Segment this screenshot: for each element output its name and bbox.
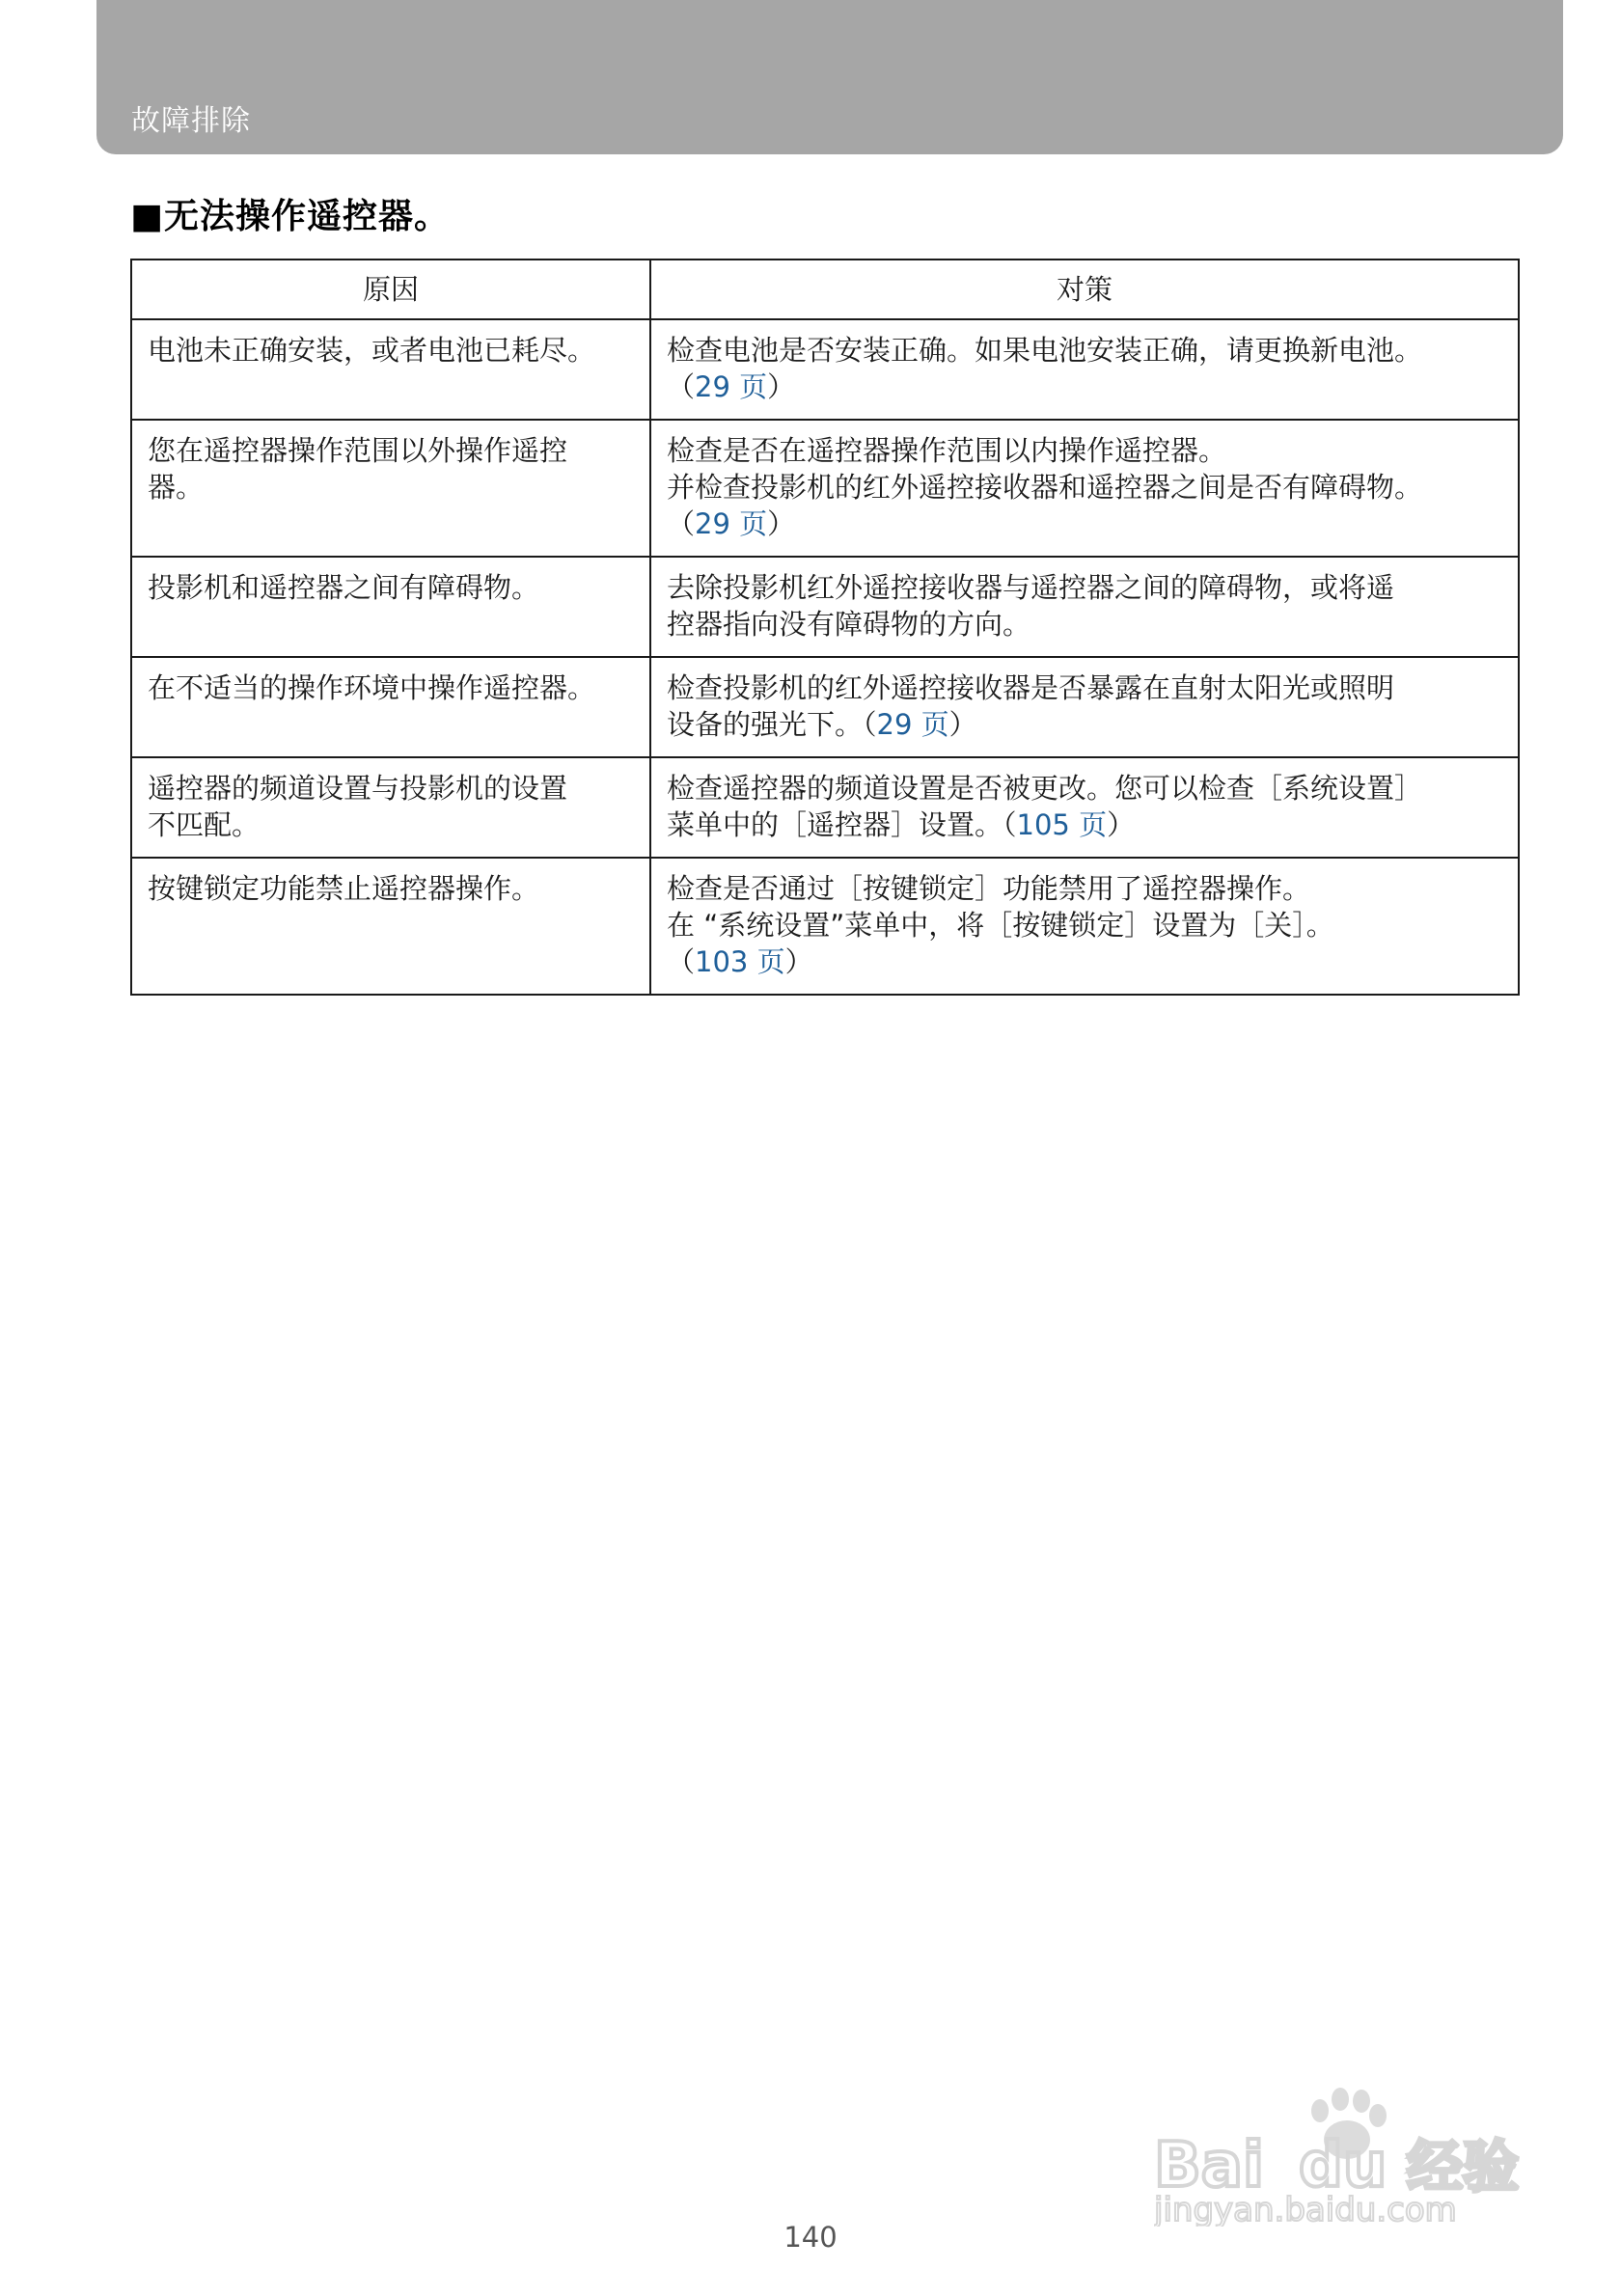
page-reference-line <box>667 369 1502 405</box>
page-link[interactable]: 105 页 <box>1016 808 1108 841</box>
solution-text: 设备的强光下。 <box>667 708 864 741</box>
page-link[interactable]: 103 页 <box>695 945 785 978</box>
page-number: 140 <box>783 2221 838 2254</box>
paren-open: （ <box>667 507 696 540</box>
solution-cell <box>650 757 1519 858</box>
watermark-url-text: jingyan.baidu.com <box>1154 2191 1457 2227</box>
baidu-jingyan-watermark <box>1154 2072 1550 2227</box>
cause-text: 不匹配。 <box>148 808 261 841</box>
paren-open: （ <box>667 945 696 978</box>
solution-text: 检查是否通过［按键锁定］功能禁用了遥控器操作。 <box>667 872 1311 905</box>
solution-text: 检查是否在遥控器操作范围以内操作遥控器。 <box>667 434 1227 467</box>
paren-open: （ <box>667 370 696 403</box>
cause-cell <box>131 657 650 757</box>
section-title: ■无法操作遥控器。 <box>130 197 451 236</box>
column-header-cause: 原因 <box>131 260 650 319</box>
cause-text: 投影机和遥控器之间有障碍物。 <box>148 571 540 604</box>
header-band <box>96 0 1563 154</box>
solution-cell <box>650 319 1519 420</box>
solution-cell <box>650 420 1519 557</box>
cause-text: 在不适当的操作环境中操作遥控器。 <box>148 671 596 704</box>
table-row <box>131 858 1519 995</box>
paren-close: ） <box>948 708 977 741</box>
page-link[interactable]: 29 页 <box>876 708 949 741</box>
cause-cell <box>131 757 650 858</box>
solution-text: 在 “系统设置”菜单中，将［按键锁定］设置为［关］。 <box>667 909 1334 942</box>
header-title: 故障排除 <box>131 104 251 138</box>
table-header-row <box>131 260 1519 319</box>
svg-text:经验: 经验 <box>1407 2134 1520 2200</box>
solution-text: 去除投影机红外遥控接收器与遥控器之间的障碍物，或将遥 <box>667 571 1395 604</box>
table-row <box>131 557 1519 657</box>
paren-close: ） <box>784 945 813 978</box>
cause-cell <box>131 858 650 995</box>
cause-text: 按键锁定功能禁止遥控器操作。 <box>148 872 540 905</box>
cause-text: 电池未正确安装，或者电池已耗尽。 <box>148 334 596 367</box>
page-reference-line <box>667 506 1502 542</box>
solution-text: 检查投影机的红外遥控接收器是否暴露在直射太阳光或照明 <box>667 671 1395 704</box>
solution-text: 检查电池是否安装正确。如果电池安装正确，请更换新电池。 <box>667 334 1423 367</box>
solution-cell <box>650 657 1519 757</box>
troubleshooting-table <box>130 259 1520 996</box>
paren-close: ） <box>767 507 796 540</box>
svg-text:du: du <box>1299 2130 1387 2201</box>
cause-text: 遥控器的频道设置与投影机的设置 <box>148 772 568 805</box>
cause-text: 器。 <box>148 471 205 504</box>
paren-open: （ <box>863 708 877 741</box>
cause-cell <box>131 420 650 557</box>
page-link[interactable]: 29 页 <box>695 370 768 403</box>
paren-open: （ <box>1003 808 1017 841</box>
solution-cell <box>650 557 1519 657</box>
column-header-solution: 对策 <box>650 260 1519 319</box>
table-row <box>131 420 1519 557</box>
page-link[interactable]: 29 页 <box>695 507 768 540</box>
paren-close: ） <box>1107 808 1136 841</box>
solution-text: 控器指向没有障碍物的方向。 <box>667 608 1031 641</box>
solution-text: 菜单中的［遥控器］设置。 <box>667 808 1003 841</box>
paren-close: ） <box>767 370 796 403</box>
solution-text: 并检查投影机的红外遥控接收器和遥控器之间是否有障碍物。 <box>667 471 1423 504</box>
table-row <box>131 757 1519 858</box>
solution-text-with-reference <box>667 706 1502 743</box>
table-row <box>131 657 1519 757</box>
page-reference-line <box>667 943 1502 980</box>
cause-cell <box>131 319 650 420</box>
solution-text-with-reference <box>667 806 1502 843</box>
solution-text: 检查遥控器的频道设置是否被更改。您可以检查［系统设置］ <box>667 772 1423 805</box>
solution-cell <box>650 858 1519 995</box>
table-row <box>131 319 1519 420</box>
svg-text:Bai: Bai <box>1154 2130 1264 2201</box>
cause-cell <box>131 557 650 657</box>
cause-text: 您在遥控器操作范围以外操作遥控 <box>148 434 568 467</box>
